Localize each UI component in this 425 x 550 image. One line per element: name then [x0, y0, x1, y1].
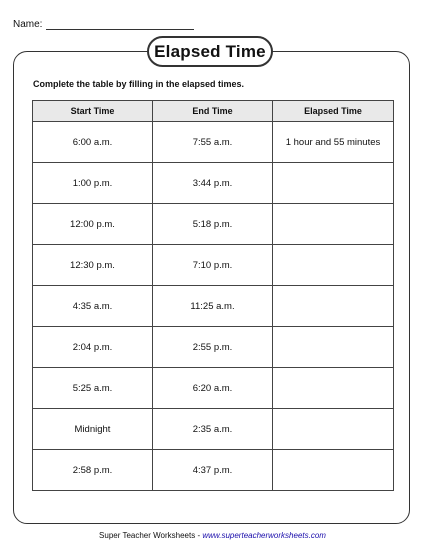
start-time-cell: 4:35 a.m.	[33, 286, 153, 327]
footer-link[interactable]: www.superteacherworksheets.com	[202, 531, 326, 540]
table-row	[33, 163, 394, 204]
elapsed-time-cell[interactable]	[273, 450, 394, 491]
elapsed-time-cell[interactable]	[273, 286, 394, 327]
header-start-time: Start Time	[33, 101, 153, 122]
elapsed-time-cell[interactable]: 1 hour and 55 minutes	[273, 122, 394, 163]
start-time-cell: 6:00 a.m.	[33, 122, 153, 163]
elapsed-time-cell[interactable]	[273, 409, 394, 450]
name-input-line[interactable]	[46, 19, 194, 30]
start-time-cell: 5:25 a.m.	[33, 368, 153, 409]
elapsed-time-cell[interactable]	[273, 368, 394, 409]
table-row	[33, 122, 394, 163]
end-time-cell: 2:55 p.m.	[153, 327, 273, 368]
end-time-cell: 5:18 p.m.	[153, 204, 273, 245]
table-row	[33, 327, 394, 368]
elapsed-time-cell[interactable]	[273, 327, 394, 368]
end-time-cell: 2:35 a.m.	[153, 409, 273, 450]
elapsed-time-cell[interactable]	[273, 245, 394, 286]
table-row	[33, 286, 394, 327]
end-time-cell: 7:55 a.m.	[153, 122, 273, 163]
header-elapsed-time: Elapsed Time	[273, 101, 394, 122]
elapsed-time-cell[interactable]	[273, 163, 394, 204]
start-time-cell: 2:04 p.m.	[33, 327, 153, 368]
start-time-cell: 12:30 p.m.	[33, 245, 153, 286]
table-row	[33, 368, 394, 409]
name-row	[13, 19, 194, 30]
elapsed-time-table	[32, 100, 394, 491]
start-time-cell: 1:00 p.m.	[33, 163, 153, 204]
table-row	[33, 450, 394, 491]
end-time-cell: 4:37 p.m.	[153, 450, 273, 491]
table-row	[33, 204, 394, 245]
table-row	[33, 245, 394, 286]
worksheet-title: Elapsed Time	[147, 36, 273, 67]
table-header-row	[33, 101, 394, 122]
footer-publisher: Super Teacher Worksheets -	[99, 531, 203, 540]
start-time-cell: Midnight	[33, 409, 153, 450]
elapsed-time-cell[interactable]	[273, 204, 394, 245]
table-row	[33, 409, 394, 450]
end-time-cell: 6:20 a.m.	[153, 368, 273, 409]
start-time-cell: 2:58 p.m.	[33, 450, 153, 491]
header-end-time: End Time	[153, 101, 273, 122]
start-time-cell: 12:00 p.m.	[33, 204, 153, 245]
end-time-cell: 11:25 a.m.	[153, 286, 273, 327]
footer	[0, 531, 425, 540]
instructions: Complete the table by filling in the elapsed times.	[33, 79, 245, 89]
end-time-cell: 3:44 p.m.	[153, 163, 273, 204]
name-label: Name:	[13, 19, 43, 30]
end-time-cell: 7:10 p.m.	[153, 245, 273, 286]
